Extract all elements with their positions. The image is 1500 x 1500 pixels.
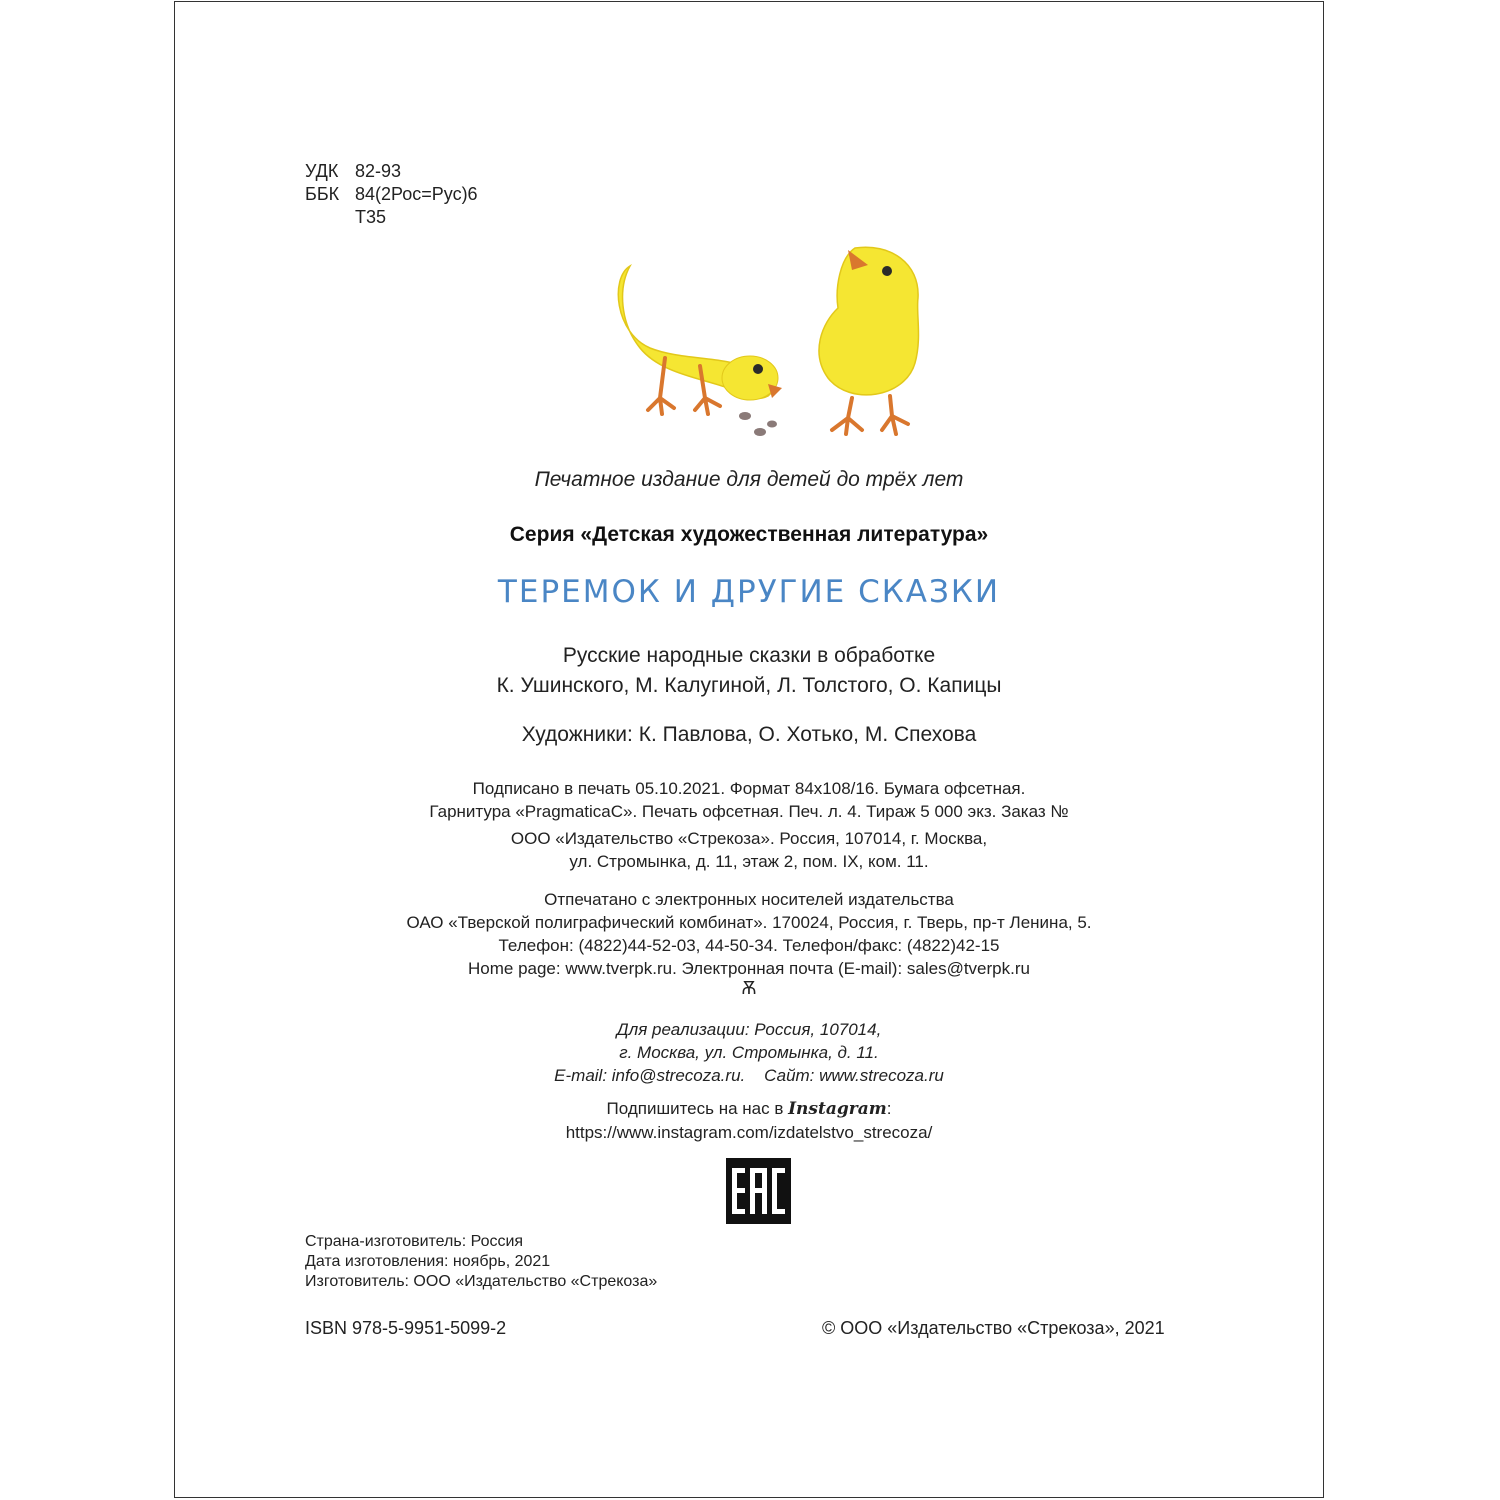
print-info-line: Подписано в печать 05.10.2021. Формат 84x108/16. Бумага офсетная. xyxy=(472,779,1026,798)
printer-emblem-icon: Ѫ xyxy=(741,978,757,998)
instagram-brand: Instagram xyxy=(788,1099,887,1119)
manufacture-maker: Изготовитель: ООО «Издательство «Стрекоза» xyxy=(305,1273,658,1290)
instagram-link[interactable]: https://www.instagram.com/izdatelstvo_strecoza/ xyxy=(565,1123,933,1142)
instagram-block xyxy=(174,1097,1324,1144)
sales-info-line: Для реализации: Россия, 107014, xyxy=(616,1020,882,1039)
print-info-line: Гарнитура «PragmaticaC». Печать офсетная. Печ. л. 4. Тираж 5 000 экз. Заказ № xyxy=(429,802,1069,821)
manufacture-date: Дата изготовления: ноябрь, 2021 xyxy=(305,1253,551,1270)
instagram-suffix: : xyxy=(886,1099,892,1118)
printer-info xyxy=(174,888,1324,980)
subtitle-line: К. Ушинского, М. Калугиной, Л. Толстого, О. Капицы xyxy=(496,674,1002,697)
printer-info-line: ОАО «Тверской полиграфический комбинат». 170024, Россия, г. Тверь, пр-т Ленина, 5. xyxy=(406,913,1092,932)
bbk-label: ББК xyxy=(305,184,340,204)
bbk-value: 84(2Рос=Рус)6 xyxy=(355,184,478,204)
seed xyxy=(754,428,766,436)
seed xyxy=(739,412,751,420)
print-info xyxy=(174,777,1324,823)
printer-info-line: Телефон: (4822)44-52-03, 44-50-34. Телефон/факс: (4822)42-15 xyxy=(498,936,1000,955)
classification-codes xyxy=(305,160,478,229)
sales-info-line: E-mail: info@strecoza.ru. Сайт: www.strecoza.ru xyxy=(554,1066,944,1085)
standing-chick xyxy=(819,247,918,434)
artists: Художники: К. Павлова, О. Хотько, М. Спехова xyxy=(521,723,977,746)
manufacture-country: Страна-изготовитель: Россия xyxy=(305,1233,524,1250)
manufacture-info xyxy=(305,1232,657,1292)
eac-conformity-mark-icon xyxy=(726,1158,791,1224)
copyright: © ООО «Издательство «Стрекоза», 2021 xyxy=(822,1318,1165,1338)
printer-info-line: Отпечатано с электронных носителей издательства xyxy=(544,890,954,909)
publisher-info xyxy=(174,827,1324,873)
book-title: ТЕРЕМОК И ДРУГИЕ СКАЗКИ xyxy=(497,574,1001,610)
sales-info xyxy=(174,1018,1324,1087)
subtitle-line: Русские народные сказки в обработке xyxy=(562,644,936,667)
udk-label: УДК xyxy=(305,161,339,181)
subtitle xyxy=(174,641,1324,701)
publisher-info-line: ООО «Издательство «Стрекоза». Россия, 107014, г. Москва, xyxy=(510,829,988,848)
printer-info-line: Home page: www.tverpk.ru. Электронная почта (E-mail): sales@tverpk.ru xyxy=(468,959,1030,978)
seed xyxy=(767,421,777,428)
instagram-prefix: Подпишитесь на нас в xyxy=(606,1099,789,1118)
publisher-info-line: ул. Стромынка, д. 11, этаж 2, пом. IX, ком. 11. xyxy=(569,852,929,871)
udk-value: 82-93 xyxy=(355,161,402,181)
isbn: ISBN 978-5-9951-5099-2 xyxy=(305,1318,507,1338)
sales-info-line: г. Москва, ул. Стромынка, д. 11. xyxy=(619,1043,879,1062)
author-mark: Т35 xyxy=(355,207,387,227)
tagline: Печатное издание для детей до трёх лет xyxy=(534,468,964,491)
pecking-chick xyxy=(618,266,782,414)
two-chicks-illustration xyxy=(600,238,940,443)
series-title: Серия «Детская художественная литература» xyxy=(509,523,989,546)
